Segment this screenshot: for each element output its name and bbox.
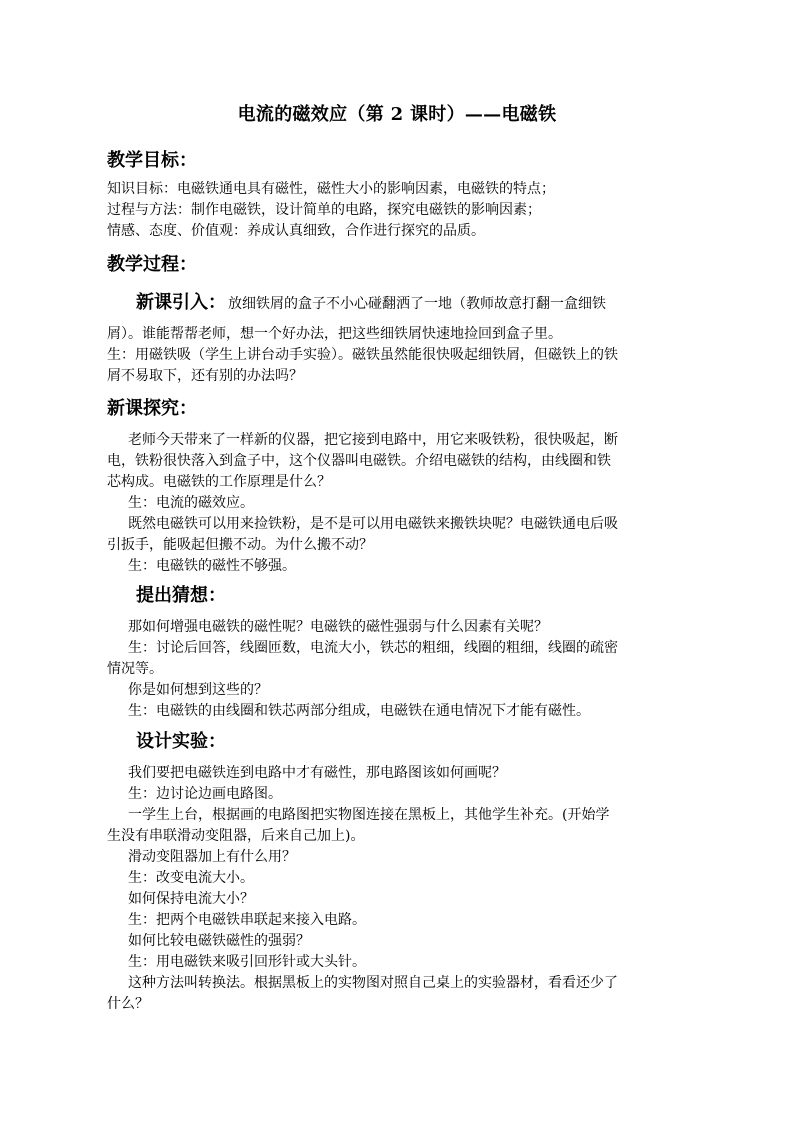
design-heading: 设计实验：	[136, 731, 226, 752]
guess-line-2: 生：讨论后回答，线圈匝数，电流大小，铁芯的粗细，线圈的粗细，线圈的疏密	[128, 640, 618, 656]
design-line-12: 什么？	[107, 996, 149, 1012]
intro-line-1: 屑）。谁能帮帮老师，想一个好办法，把这些细铁屑快速地捡回到盒子里。	[107, 326, 562, 342]
guess-line-5: 生：电磁铁的由线圈和铁芯两部分组成，电磁铁在通电情况下才能有磁性。	[128, 703, 590, 719]
objectives-heading: 教学目标：	[107, 150, 197, 171]
objective-process: 过程与方法：制作电磁铁，设计简单的电路，探究电磁铁的影响因素；	[107, 202, 541, 218]
explore-line-6: 引扳手，能吸起但搬不动。为什么搬不动？	[107, 537, 373, 553]
design-line-3: 一学生上台，根据画的电路图把实物图连接在黑板上，其他学生补充。(开始学	[128, 807, 610, 823]
design-line-8: 生：把两个电磁铁串联起来接入电路。	[128, 912, 366, 928]
intro-first-text: 放细铁屑的盒子不小心碰翻洒了一地（教师故意打翻一盒细铁	[228, 296, 606, 312]
design-line-10: 生：用电磁铁来吸引回形针或大头针。	[128, 954, 366, 970]
guess-heading: 提出猜想：	[136, 585, 226, 606]
design-line-9: 如何比较电磁铁磁性的强弱？	[128, 933, 310, 949]
process-heading: 教学过程：	[107, 254, 197, 275]
guess-line-3: 情况等。	[107, 661, 163, 677]
document-title: 电流的磁效应（第 2 课时）——电磁铁	[237, 104, 557, 125]
guess-line-1: 那如何增强电磁铁的磁性呢？电磁铁的磁性强弱与什么因素有关呢？	[128, 619, 548, 635]
design-line-11: 这种方法叫转换法。根据黑板上的实物图对照自己桌上的实验器材，看看还少了	[128, 975, 618, 991]
intro-heading: 新课引入：	[136, 292, 226, 313]
design-line-2: 生：边讨论边画电路图。	[128, 786, 282, 802]
explore-heading: 新课探究：	[107, 398, 197, 419]
design-line-4: 生没有串联滑动变阻器，后来自己加上)。	[107, 828, 365, 844]
intro-line-2: 生：用磁铁吸（学生上讲台动手实验）。磁铁虽然能很快吸起细铁屑，但磁铁上的铁	[107, 347, 618, 363]
explore-line-3: 芯构成。电磁铁的工作原理是什么？	[107, 474, 331, 490]
design-line-7: 如何保持电流大小？	[128, 891, 254, 907]
design-line-1: 我们要把电磁铁连到电路中才有磁性，那电路图该如何画呢？	[128, 765, 506, 781]
explore-line-4: 生：电流的磁效应。	[128, 495, 254, 511]
objective-knowledge: 知识目标：电磁铁通电具有磁性，磁性大小的影响因素，电磁铁的特点；	[107, 181, 555, 197]
explore-line-7: 生：电磁铁的磁性不够强。	[128, 558, 296, 574]
guess-line-4: 你是如何想到这些的？	[128, 682, 268, 698]
explore-line-2: 电，铁粉很快落入到盒子中，这个仪器叫电磁铁。介绍电磁铁的结构，由线圈和铁	[107, 453, 611, 469]
design-line-6: 生：改变电流大小。	[128, 870, 254, 886]
explore-line-1: 老师今天带来了一样新的仪器，把它接到电路中，用它来吸铁粉，很快吸起，断	[128, 432, 618, 448]
intro-first-line	[136, 291, 696, 316]
explore-line-5: 既然电磁铁可以用来捡铁粉，是不是可以用电磁铁来搬铁块呢？电磁铁通电后吸	[128, 516, 618, 532]
objective-attitude: 情感、态度、价值观：养成认真细致，合作进行探究的品质。	[107, 223, 485, 239]
intro-line-3: 屑不易取下，还有别的办法吗？	[107, 368, 303, 384]
design-line-5: 滑动变阻器加上有什么用？	[128, 849, 296, 865]
